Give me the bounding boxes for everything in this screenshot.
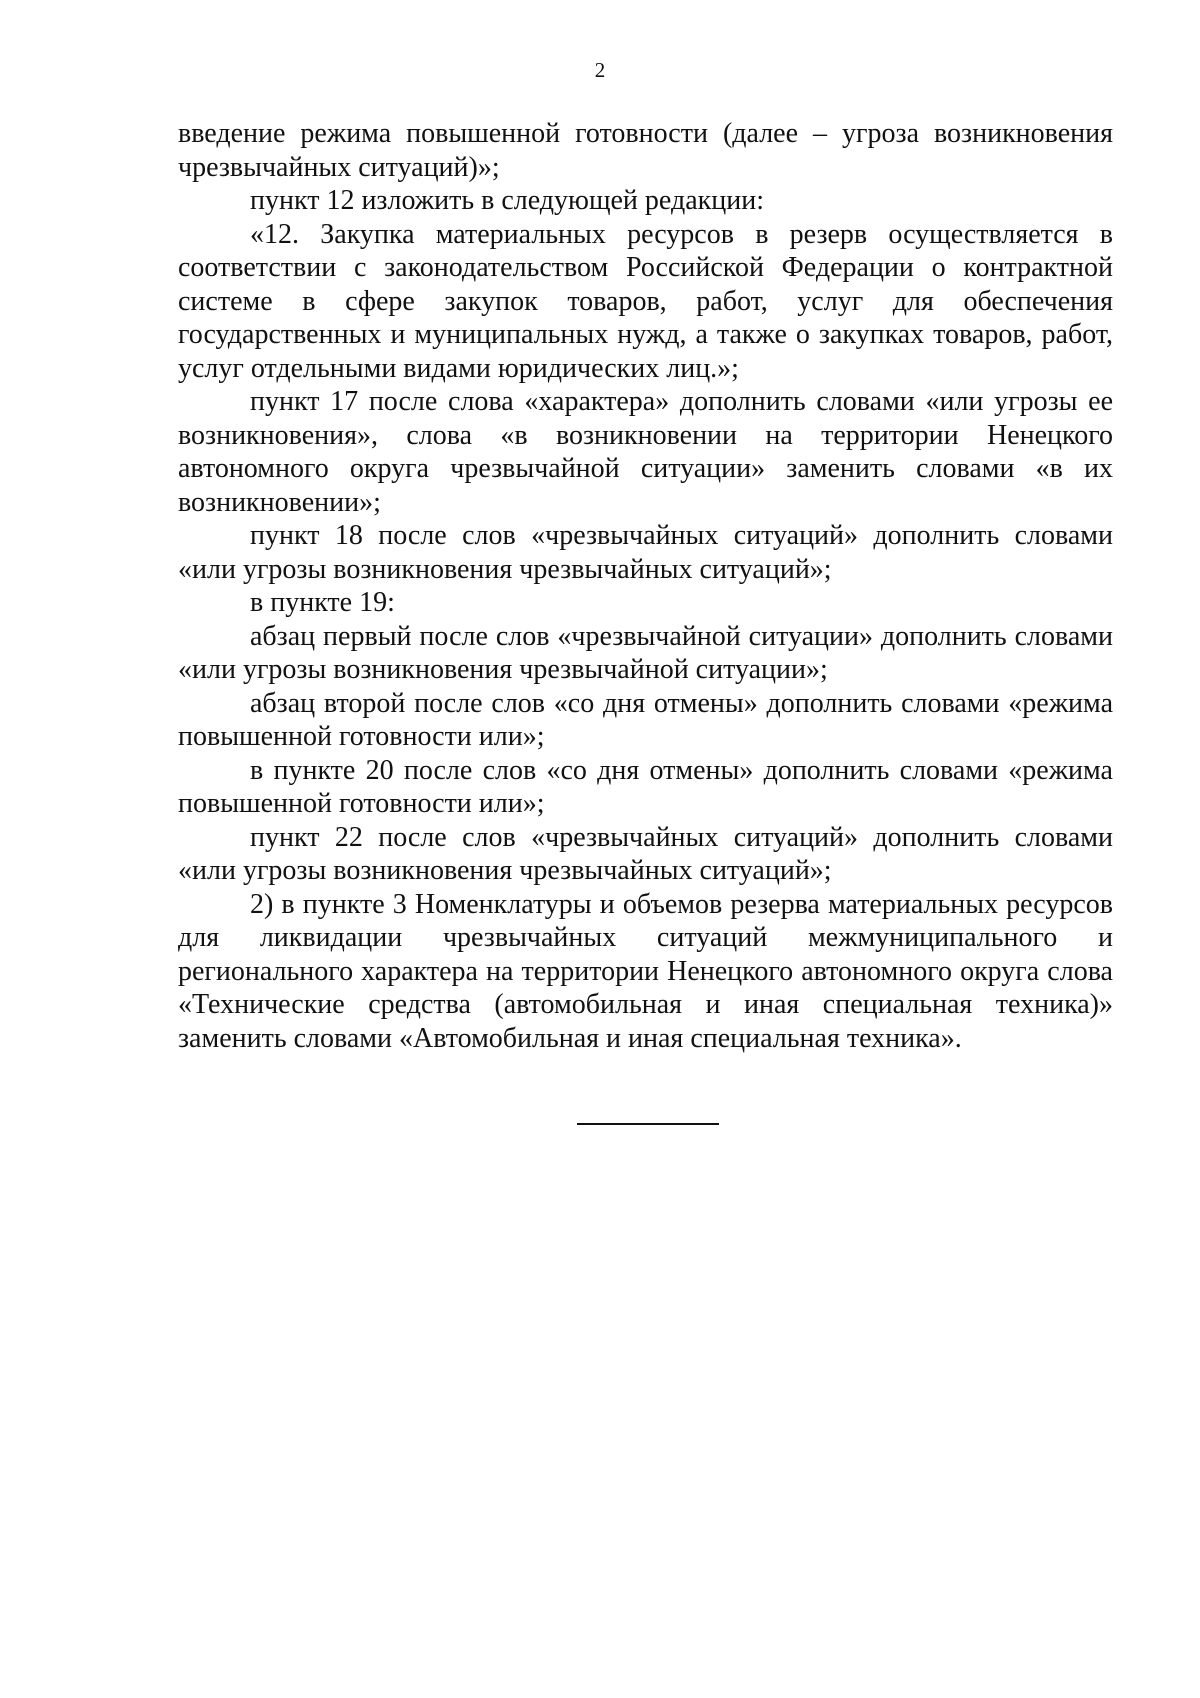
page-number: 2 <box>594 58 606 82</box>
paragraph-item-12-text: «12. Закупка материальных ресурсов в резерв осуществляется в соответствии с законодательством Российской Федерации о контрактной системе в сфере закупок товаров, работ, услуг для обеспечения государственных и муниципальных нужд, а также о закупках товаров, работ, услуг отдельными видами юридических лиц.»; <box>178 218 1113 384</box>
paragraph-item-20: в пункте 20 после слов «со дня отмены» дополнить словами «режима повышенной готовности или»; <box>178 754 1113 819</box>
paragraph-item-22: пункт 22 после слов «чрезвычайных ситуаций» дополнить словами «или угрозы возникновения чрезвычайных ситуаций»; <box>178 821 1113 886</box>
paragraph-item-12-intro: пункт 12 изложить в следующей редакции: <box>250 185 764 216</box>
document-body <box>178 117 1113 1055</box>
paragraph-section-2: 2) в пункте 3 Номенклатуры и объемов резерва материальных ресурсов для ликвидации чрезвычайных ситуаций межмуниципального и регионального характера на территории Ненецкого автономного округа слова «Технические средства (автомобильная и иная специальная техника)» заменить словами «Автомобильная и иная специальная техника». <box>178 888 1113 1054</box>
paragraph-item-19-first: абзац первый после слов «чрезвычайной ситуации» дополнить словами «или угрозы возникновения чрезвычайной ситуации»; <box>178 620 1113 685</box>
paragraph-item-18: пункт 18 после слов «чрезвычайных ситуаций» дополнить словами «или угрозы возникновения чрезвычайных ситуаций»; <box>178 520 1113 585</box>
paragraph-item-19-second: абзац второй после слов «со дня отмены» дополнить словами «режима повышенной готовности или»; <box>178 687 1113 752</box>
paragraph-item-19-intro: в пункте 19: <box>250 587 395 618</box>
paragraph-item-17: пункт 17 после слова «характера» дополнить словами «или угрозы ее возникновения», слова «в возникновении на территории Ненецкого автономного округа чрезвычайной ситуации» заменить словами «в их возникновении»; <box>178 386 1113 518</box>
paragraph-continuation: введение режима повышенной готовности (далее – угроза возникновения чрезвычайных ситуаций)»; <box>178 118 1113 183</box>
end-of-document-rule <box>577 1123 719 1125</box>
